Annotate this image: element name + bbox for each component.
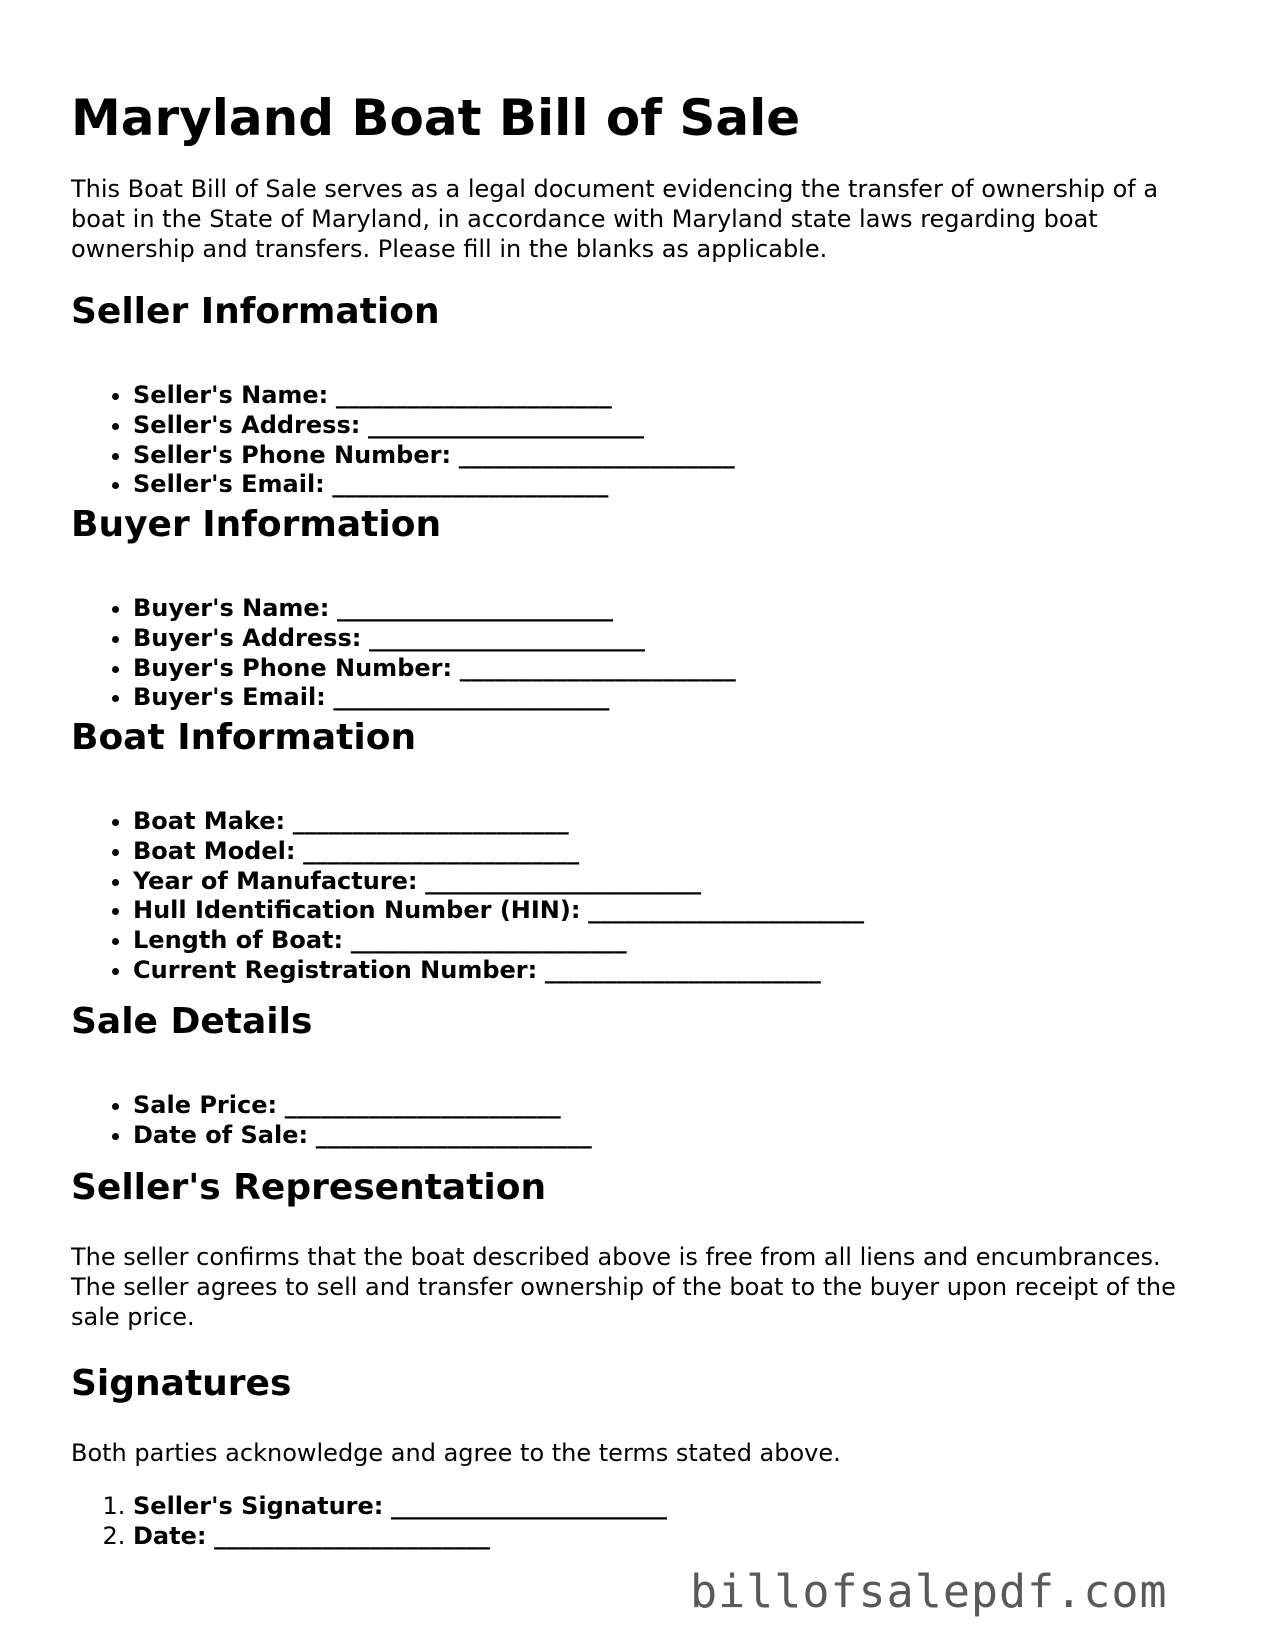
buyer-address-field[interactable] [133, 624, 736, 654]
fill-blank[interactable]: _______________________ [588, 896, 865, 925]
fill-blank[interactable]: _______________________ [459, 653, 736, 682]
seller-signature-field[interactable] [133, 1492, 667, 1522]
buyer-name-field[interactable] [133, 594, 736, 624]
boat-make-field[interactable] [133, 807, 864, 837]
boat-heading: Boat Information [71, 717, 417, 758]
field-label: Buyer's Name: [133, 594, 330, 622]
fill-blank[interactable]: _______________________ [367, 410, 644, 439]
sale-price-field[interactable] [133, 1091, 592, 1121]
seller-name-field[interactable] [133, 381, 735, 411]
boat-length-field[interactable] [133, 926, 864, 956]
buyer-email-field[interactable] [133, 683, 736, 713]
seller-phone-field[interactable] [133, 441, 735, 471]
field-label: Date of Sale: [133, 1120, 309, 1149]
hin-field[interactable] [133, 896, 864, 926]
field-label: Buyer's Email: [133, 683, 326, 712]
fill-blank[interactable]: _______________________ [368, 623, 645, 652]
date-of-sale-field[interactable] [133, 1121, 592, 1151]
fill-blank[interactable]: _______________________ [336, 594, 613, 622]
signature-date-field[interactable] [133, 1522, 667, 1552]
field-label: Current Registration Number: [133, 955, 538, 984]
field-label: Length of Boat: [133, 926, 344, 955]
signatures-heading: Signatures [71, 1363, 292, 1404]
sale-fields [71, 1091, 592, 1151]
buyer-fields [71, 594, 736, 713]
fill-blank[interactable]: _______________________ [350, 926, 627, 955]
boat-model-field[interactable] [133, 837, 864, 867]
seller-heading: Seller Information [71, 291, 440, 332]
fill-blank[interactable]: _______________________ [214, 1521, 491, 1550]
field-label: Buyer's Address: [133, 623, 362, 652]
buyer-heading: Buyer Information [71, 504, 442, 545]
fill-blank[interactable]: _______________________ [458, 440, 735, 469]
field-label: Date: [133, 1521, 207, 1550]
document-title: Maryland Boat Bill of Sale [71, 89, 801, 147]
fill-blank[interactable]: _______________________ [315, 1120, 592, 1149]
field-label: Sale Price: [133, 1091, 278, 1119]
representation-heading: Seller's Representation [71, 1167, 547, 1208]
representation-paragraph: The seller confirms that the boat described above is free from all liens and encumbrances. The seller agrees to sell and transfer ownership of the boat to the buyer upon receipt of the sale price. [71, 1243, 1176, 1331]
fill-blank[interactable]: _______________________ [425, 866, 702, 895]
fill-blank[interactable]: _______________________ [303, 836, 580, 865]
seller-fields [71, 381, 735, 500]
watermark-text: billofsalepdf.com [690, 1565, 1168, 1618]
field-label: Boat Make: [133, 807, 286, 835]
boat-fields [71, 807, 864, 986]
fill-blank[interactable]: _______________________ [284, 1091, 561, 1119]
field-label: Boat Model: [133, 836, 296, 865]
registration-number-field[interactable] [133, 956, 864, 986]
signatures-paragraph: Both parties acknowledge and agree to the terms stated above. [71, 1439, 841, 1467]
field-label: Buyer's Phone Number: [133, 653, 453, 682]
year-of-manufacture-field[interactable] [133, 867, 864, 897]
signature-fields [71, 1492, 667, 1552]
seller-address-field[interactable] [133, 411, 735, 441]
buyer-phone-field[interactable] [133, 654, 736, 684]
field-label: Seller's Name: [133, 381, 329, 409]
fill-blank[interactable]: _______________________ [335, 381, 612, 409]
field-label: Seller's Signature: [133, 1492, 384, 1520]
field-label: Year of Manufacture: [133, 866, 418, 895]
fill-blank[interactable]: _______________________ [292, 807, 569, 835]
sale-heading: Sale Details [71, 1001, 313, 1042]
fill-blank[interactable]: _______________________ [544, 955, 821, 984]
field-label: Hull Identification Number (HIN): [133, 896, 581, 925]
fill-blank[interactable]: _______________________ [391, 1492, 667, 1520]
fill-blank[interactable]: _______________________ [332, 470, 609, 499]
intro-paragraph: This Boat Bill of Sale serves as a legal document evidencing the transfer of ownership of a boat in the State of Maryland, in accordance with Maryland state laws regarding boat ownership and transfers. Please fill in the blanks as applicable. [71, 175, 1159, 263]
field-label: Seller's Address: [133, 410, 361, 439]
field-label: Seller's Email: [133, 470, 325, 499]
fill-blank[interactable]: _______________________ [333, 683, 610, 712]
seller-email-field[interactable] [133, 470, 735, 500]
field-label: Seller's Phone Number: [133, 440, 452, 469]
